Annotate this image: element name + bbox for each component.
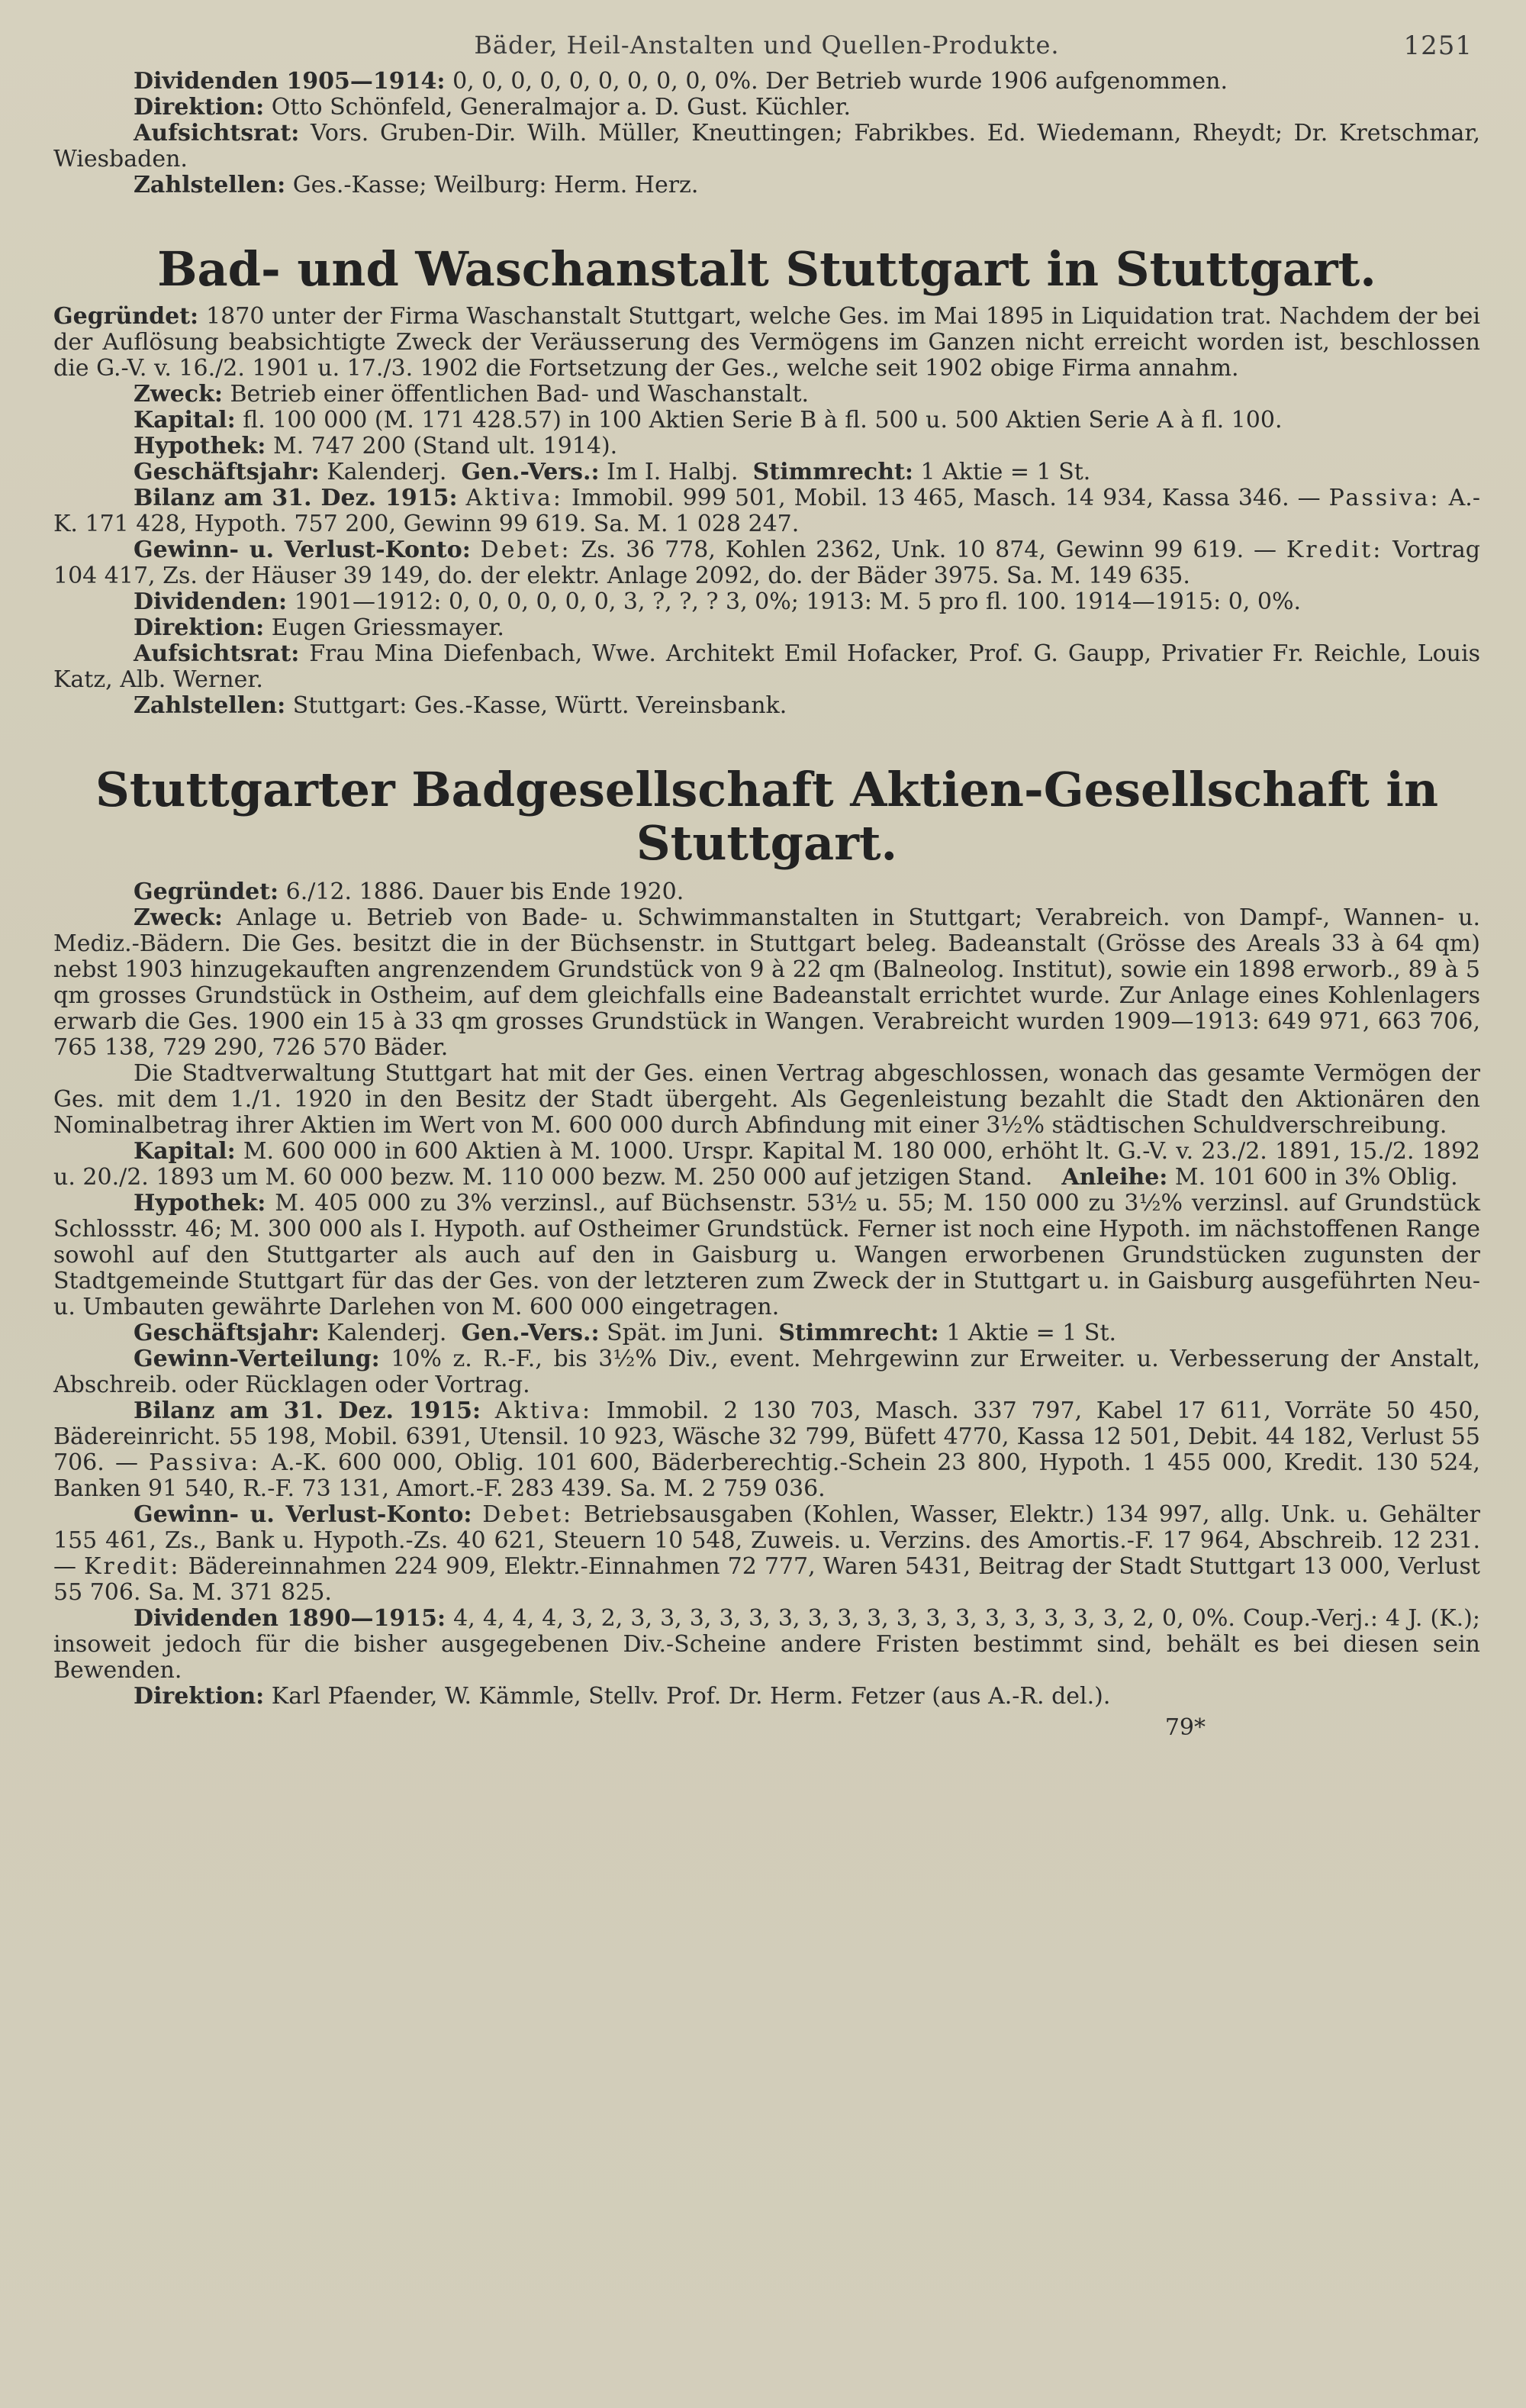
- label: Aktiva:: [494, 1397, 593, 1424]
- c1-hypothek: [53, 434, 1480, 459]
- c1-zahlstellen: [53, 693, 1480, 719]
- c1-aufsichtsrat: [53, 641, 1480, 693]
- c1-dividenden: [53, 589, 1480, 615]
- label: Dividenden:: [134, 588, 288, 615]
- running-title: Bäder, Heil-Anstalten und Quellen-Produkte.: [474, 31, 1060, 60]
- top-zahlstellen: [53, 172, 1480, 198]
- page-number: 1251: [1403, 31, 1473, 61]
- label: Kredit:: [84, 1553, 181, 1580]
- value: Ges.-Kasse; Weilburg: Herm. Herz.: [292, 172, 699, 198]
- label: Kapital:: [134, 1138, 236, 1165]
- label: Geschäftsjahr:: [134, 459, 320, 485]
- company1-title: Bad- und Waschanstalt Stuttgart in Stuttgart.: [157, 241, 1376, 297]
- label: Aufsichtsrat:: [134, 640, 300, 667]
- label: Gewinn- u. Verlust-Konto:: [134, 1501, 472, 1528]
- c2-hypothek: [53, 1191, 1480, 1320]
- label: Anleihe:: [1061, 1164, 1168, 1191]
- label: Hypothek:: [134, 433, 266, 459]
- label: Gen.-Vers.:: [461, 1320, 600, 1346]
- value: 6./12. 1886. Dauer bis Ende 1920.: [285, 878, 684, 905]
- value: 1 Aktie = 1 St.: [920, 459, 1091, 485]
- top-dividenden: [53, 69, 1480, 95]
- c2-guv: [53, 1502, 1480, 1606]
- label: Gegründet:: [134, 878, 279, 905]
- value: Otto Schönfeld, Generalmajor a. D. Gust. Küchler.: [271, 94, 852, 121]
- value: Stuttgart: Ges.-Kasse, Württ. Vereinsbank.: [292, 692, 787, 719]
- value: Zs. 36 778, Kohlen 2362, Unk. 10 874, Gewinn 99 619. —: [581, 537, 1276, 563]
- value: 4, 4, 4, 4, 3, 2, 3, 3, 3, 3, 3, 3, 3, 3, 3, 3, 3, 3, 3, 3, 3, 3, 3, 2, 0, 0%. Coup.-Verj.: 4 J. (K.); insoweit jedoch für die bisher ausgegebenen Div.-Scheine andere Fristen bestimmt sind, behält es bei diesen sein Bewenden.: [53, 1605, 1480, 1684]
- label: Aktiva:: [465, 485, 563, 511]
- c1-bilanz: [53, 485, 1480, 537]
- value: Anlage u. Betrieb von Bade- u. Schwimmanstalten in Stuttgart; Verabreich. von Dampf-, Wannen- u. Mediz.-Bädern. Die Ges. besitzt die in der Büchsenstr. in Stuttgart beleg. Badeanstalt (Grösse des Areals 33 à 64 qm) nebst 1903 hinzugekauften angrenzendem Grundstück von 9 à 22 qm (Balneolog. Institut), sowie ein 1898 erworb., 89 à 5 qm grosses Grundstück in Ostheim, auf dem gleichfalls eine Badeanstalt errichtet wurde. Zur Anlage eines Kohlenlagers erwarb die Ges. 1900 ein 15 à 33 qm grosses Grundstück in Wangen. Verabreicht wurden 1909—1913: 649 971, 663 706, 765 138, 729 290, 726 570 Bäder.: [53, 904, 1480, 1061]
- label: Bilanz am 31. Dez. 1915:: [134, 485, 458, 511]
- value: 1870 unter der Firma Waschanstalt Stuttgart, welche Ges. im Mai 1895 in Liquidation trat. Nachdem der bei der Auflösung beabsichtigte Zweck der Veräusserung des Vermögens im Ganzen nicht erreicht worden ist, beschlossen die G.-V. v. 16./2. 1901 u. 17./3. 1902 die Fortsetzung der Ges., welche seit 1902 obige Firma annahm.: [53, 303, 1480, 382]
- label: Passiva:: [149, 1449, 261, 1476]
- value: M. 101 600 in 3% Oblig.: [1174, 1164, 1458, 1191]
- label: Zweck:: [134, 381, 223, 408]
- top-direktion: [53, 95, 1480, 121]
- value: Bädereinnahmen 224 909, Elektr.-Einnahmen 72 777, Waren 5431, Beitrag der Stadt Stuttgart 13 000, Verlust 55 706. Sa. M. 371 825.: [53, 1553, 1480, 1606]
- value: A.-K. 600 000, Oblig. 101 600, Bäderberechtig.-Schein 23 800, Hypoth. 1 455 000, Kredit. 130 524, Banken 91 540, R.-F. 73 131, Amort.-F. 283 439. Sa. M. 2 759 036.: [53, 1449, 1480, 1502]
- company1-entry: [53, 304, 1480, 719]
- c2-kapital: [53, 1139, 1480, 1191]
- c1-guv: [53, 537, 1480, 589]
- label: Kapital:: [134, 407, 236, 434]
- label: Gegründet:: [53, 303, 199, 330]
- c2-gewinnverteilung: [53, 1346, 1480, 1398]
- value: Kalenderj.: [327, 1320, 447, 1346]
- value: Vors. Gruben-Dir. Wilh. Müller, Kneuttingen; Fabrikbes. Ed. Wiedemann, Rheydt; Dr. Kretschmar, Wiesbaden.: [53, 120, 1480, 172]
- value: 10% z. R.-F., bis 3½% Div., event. Mehrgewinn zur Erweiter. u. Verbesserung der Anstalt, Abschreib. oder Rücklagen oder Vortrag.: [53, 1346, 1480, 1398]
- label: Hypothek:: [134, 1190, 266, 1217]
- label: Direktion:: [134, 1683, 265, 1710]
- c1-gegruendet: [53, 304, 1480, 382]
- value: Eugen Griessmayer.: [271, 614, 504, 641]
- value: Spät. im Juni.: [607, 1320, 765, 1346]
- label: Geschäftsjahr:: [134, 1320, 320, 1346]
- label: Gewinn-Verteilung:: [134, 1346, 380, 1372]
- label: Bilanz am 31. Dez. 1915:: [134, 1397, 481, 1424]
- company2-title: Stuttgarter Badgesellschaft Aktien-Gesellschaft in Stuttgart.: [95, 762, 1439, 871]
- label: Stimmrecht:: [752, 459, 913, 485]
- value: Immobil. 2 130 703, Masch. 337 797, Kabel 17 611, Vorräte 50 450, Bädereinricht. 55 198, Mobil. 6391, Utensil. 10 923, Wäsche 32 799, Büfett 4770, Kassa 12 501, Debit. 44 182, Verlust 55 706. —: [53, 1397, 1480, 1476]
- value: Betriebsausgaben (Kohlen, Wasser, Elektr.) 134 997, allg. Unk. u. Gehälter 155 461, Zs., Bank u. Hypoth.-Zs. 40 621, Steuern 10 548, Zuweis. u. Verzins. des Amortis.-F. 17 964, Abschreib. 12 231. —: [53, 1501, 1480, 1580]
- c2-direktion: [53, 1684, 1480, 1710]
- label: Gen.-Vers.:: [461, 459, 600, 485]
- label: Dividenden 1890—1915:: [134, 1605, 446, 1632]
- value: fl. 100 000 (M. 171 428.57) in 100 Aktien Serie B à fl. 500 u. 500 Aktien Serie A à fl. 100.: [243, 407, 1283, 434]
- label: Gewinn- u. Verlust-Konto:: [134, 537, 471, 563]
- value: Vortrag 104 417, Zs. der Häuser 39 149, do. der elektr. Anlage 2092, do. der Bäder 3975. Sa. M. 149 635.: [53, 537, 1480, 589]
- value: Immobil. 999 501, Mobil. 13 465, Masch. 14 934, Kassa 346. —: [571, 485, 1321, 511]
- label: Dividenden 1905—1914:: [134, 68, 446, 95]
- label: Stimmrecht:: [778, 1320, 939, 1346]
- c2-dividenden: [53, 1606, 1480, 1684]
- c1-direktion: [53, 615, 1480, 641]
- top-entry: [53, 69, 1480, 198]
- c1-geschaeftsjahr: [53, 459, 1480, 485]
- label: Direktion:: [134, 614, 265, 641]
- c2-geschaeftsjahr: [53, 1320, 1480, 1346]
- label: Direktion:: [134, 94, 265, 121]
- company2-entry: [53, 879, 1480, 1710]
- label: Debet:: [482, 1501, 574, 1528]
- value: M. 600 000 in 600 Aktien à M. 1000. Urspr. Kapital M. 180 000, erhöht lt. G.-V. v. 23./2. 1891, 15./2. 1892 u. 20./2. 1893 um M. 60 000 bezw. M. 110 000 bezw. M. 250 000 auf jetzigen Stand.: [53, 1138, 1480, 1191]
- value: 1 Aktie = 1 St.: [946, 1320, 1117, 1346]
- running-head: [53, 31, 1480, 69]
- value: 1901—1912: 0, 0, 0, 0, 0, 0, 3, ?, ?, ? 3, 0%; 1913: M. 5 pro fl. 100. 1914—1915: 0, 0%.: [294, 588, 1301, 615]
- value: Im I. Halbj.: [607, 459, 739, 485]
- c2-zweck: [53, 905, 1480, 1061]
- label: Zahlstellen:: [134, 172, 286, 198]
- value: M. 747 200 (Stand ult. 1914).: [272, 433, 618, 459]
- c1-kapital: [53, 408, 1480, 434]
- value: 0, 0, 0, 0, 0, 0, 0, 0, 0, 0%. Der Betrieb wurde 1906 aufgenommen.: [452, 68, 1228, 95]
- c2-vertrag: Die Stadtverwaltung Stuttgart hat mit der Ges. einen Vertrag abgeschlossen, wonach das gesamte Vermögen der Ges. mit dem 1./1. 1920 in den Besitz der Stadt übergeht. Als Gegenleistung bezahlt die Stadt den Aktionären den Nominalbetrag ihrer Aktien im Wert von M. 600 000 durch Abfindung mit einer 3½% städtischen Schuldverschreibung.: [53, 1060, 1480, 1139]
- label: Debet:: [480, 537, 571, 563]
- value: Karl Pfaender, W. Kämmle, Stellv. Prof. Dr. Herm. Fetzer (aus A.-R. del.).: [271, 1683, 1111, 1710]
- label: Passiva:: [1328, 485, 1441, 511]
- c1-zweck: [53, 382, 1480, 408]
- value: A.-K. 171 428, Hypoth. 757 200, Gewinn 99 619. Sa. M. 1 028 247.: [53, 485, 1480, 537]
- c2-bilanz: [53, 1398, 1480, 1502]
- label: Kredit:: [1286, 537, 1383, 563]
- signature-mark: 79*: [1164, 1714, 1206, 1741]
- label: Aufsichtsrat:: [134, 120, 300, 147]
- label: Zweck:: [134, 904, 223, 931]
- label: Zahlstellen:: [134, 692, 286, 719]
- value: Kalenderj.: [327, 459, 447, 485]
- value: Frau Mina Diefenbach, Wwe. Architekt Emil Hofacker, Prof. G. Gaupp, Privatier Fr. Reichle, Louis Katz, Alb. Werner.: [53, 640, 1480, 693]
- value: Betrieb einer öffentlichen Bad- und Waschanstalt.: [230, 381, 810, 408]
- top-aufsichtsrat: [53, 121, 1480, 172]
- c2-gegruendet: [53, 879, 1480, 905]
- value: M. 405 000 zu 3% verzinsl., auf Büchsenstr. 53½ u. 55; M. 150 000 zu 3½% verzinsl. auf Grundstück Schlossstr. 46; M. 300 000 als I. Hypoth. auf Ostheimer Grundstück. Ferner ist noch eine Hypoth. im nächstoffenen Range sowohl auf den Stuttgarter als auch auf den in Gaisburg u. Wangen erworbenen Grundstücken zugunsten der Stadtgemeinde Stuttgart für das der Ges. von der letzteren zum Zweck der in Stuttgart u. in Gaisburg ausgeführten Neu- u. Umbauten gewährte Darlehen von M. 600 000 eingetragen.: [53, 1190, 1480, 1320]
